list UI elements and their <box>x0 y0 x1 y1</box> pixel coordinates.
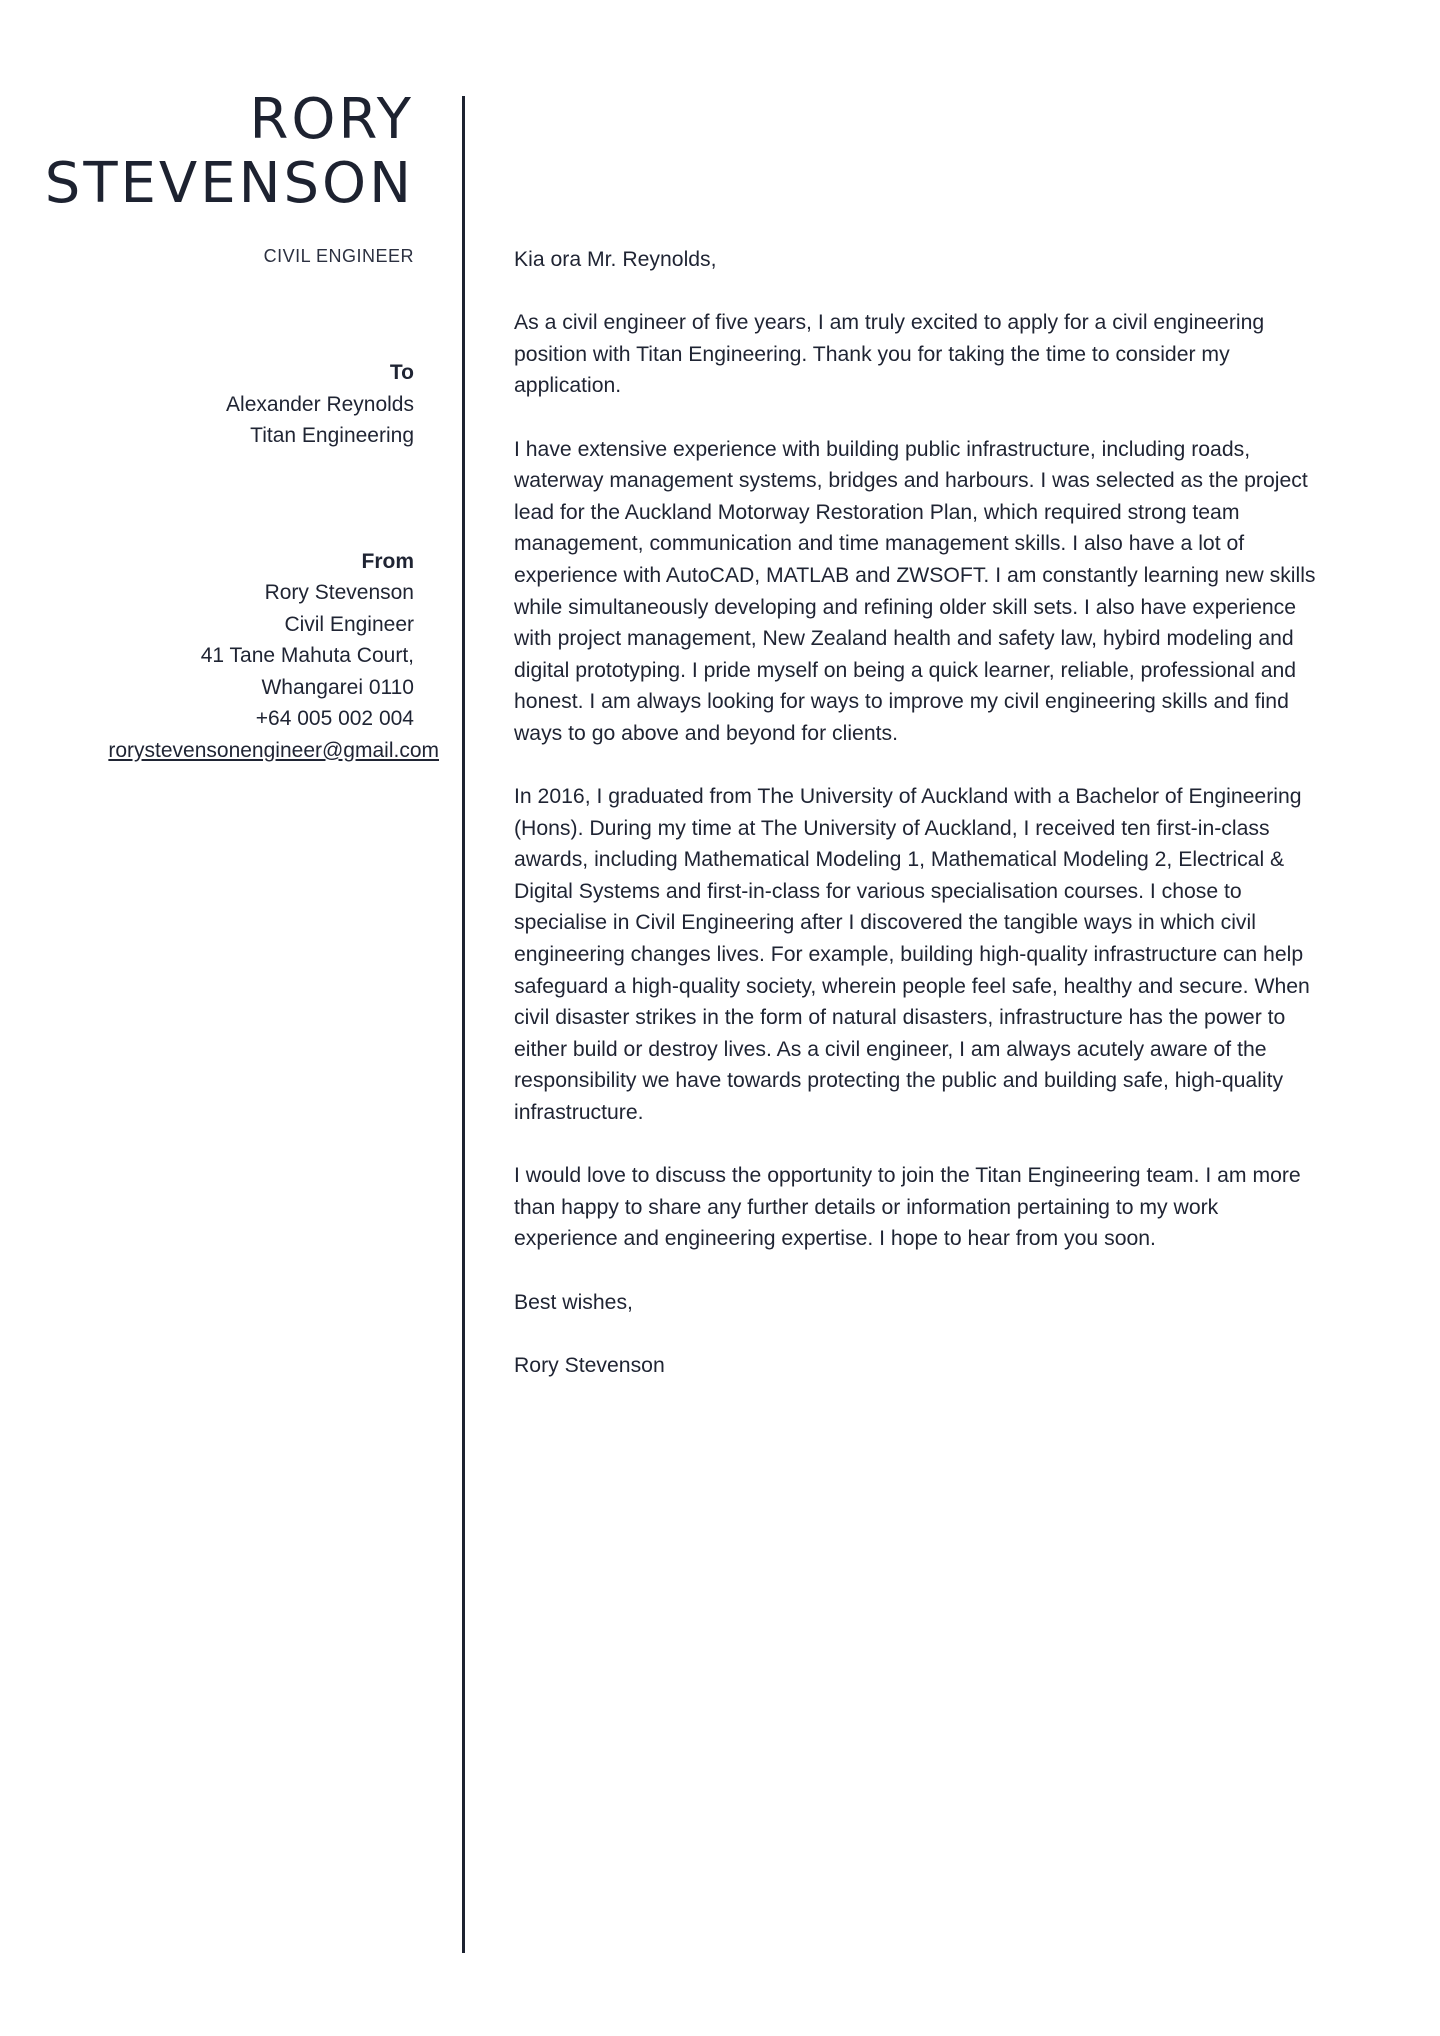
sender-address-line1: 41 Tane Mahuta Court, <box>200 644 414 667</box>
letter-paragraph: I have extensive experience with building public infrastructure, including roads, waterway management systems, bridges and harbours. I was selected as the project lead for the Auckland Motorway Restoration Plan, which required strong team management, communication and time management skills. I also have a lot of experience with AutoCAD, MATLAB and ZWSOFT. I am constantly learning new skills while simultaneously developing and refining older skill sets. I also have experience with project management, New Zealand health and safety law, hybird modeling and digital prototyping. I pride myself on being a quick learner, reliable, professional and honest. I am always looking for ways to improve my civil engineering skills and find ways to go above and beyond for clients. <box>514 437 1316 745</box>
recipient-name: Alexander Reynolds <box>226 392 414 416</box>
letter-paragraph: As a civil engineer of five years, I am truly excited to apply for a civil engineering position with Titan Engineering. Thank you for taking the time to consider my application. <box>514 311 1265 398</box>
applicant-last-name: STEVENSON <box>44 151 414 216</box>
letter-paragraph: I would love to discuss the opportunity to join the Titan Engineering team. I am more than happy to share any further details or information pertaining to my work experience and engineering expertise. I hope to hear from you soon. <box>514 1164 1301 1251</box>
sender-email-link[interactable]: rorystevensonengineer@gmail.com <box>108 738 439 762</box>
letter-signature: Rory Stevenson <box>514 1353 665 1377</box>
letter-paragraph: In 2016, I graduated from The University of Auckland with a Bachelor of Engineering (Hons). During my time at The University of Auckland, I received ten first-in-class awards, including Mathematical Modeling 1, Mathematical Modeling 2, Electrical & Digital Systems and first-in-class for various specialisation courses. I chose to specialise in Civil Engineering after I discovered the tangible ways in which civil engineering changes lives. For example, building high-quality infrastructure can help safeguard a high-quality society, wherein people feel safe, healthy and secure. When civil disaster strikes in the form of natural disasters, infrastructure has the power to either build or destroy lives. As a civil engineer, I am always acutely aware of the responsibility we have towards protecting the public and building safe, high-quality infrastructure. <box>514 785 1310 1125</box>
sender-phone: +64 005 002 004 <box>255 707 414 730</box>
sender-name: Rory Stevenson <box>264 581 414 604</box>
recipient-company: Titan Engineering <box>250 424 414 447</box>
sidebar <box>40 87 439 766</box>
letter-greeting: Kia ora Mr. Reynolds, <box>514 248 717 271</box>
vertical-divider <box>462 96 465 1953</box>
sender-heading: From <box>361 549 414 573</box>
applicant-job-title: CIVIL ENGINEER <box>263 246 414 266</box>
sender-block <box>40 546 439 767</box>
recipient-heading: To <box>389 361 414 384</box>
applicant-first-name: RORY <box>249 87 414 152</box>
sender-title: Civil Engineer <box>284 612 414 636</box>
recipient-block <box>40 357 414 452</box>
letter-body <box>514 244 1324 1413</box>
sender-address-line2: Whangarei 0110 <box>261 675 414 699</box>
letter-closing: Best wishes, <box>514 1290 633 1314</box>
applicant-name <box>40 88 414 216</box>
